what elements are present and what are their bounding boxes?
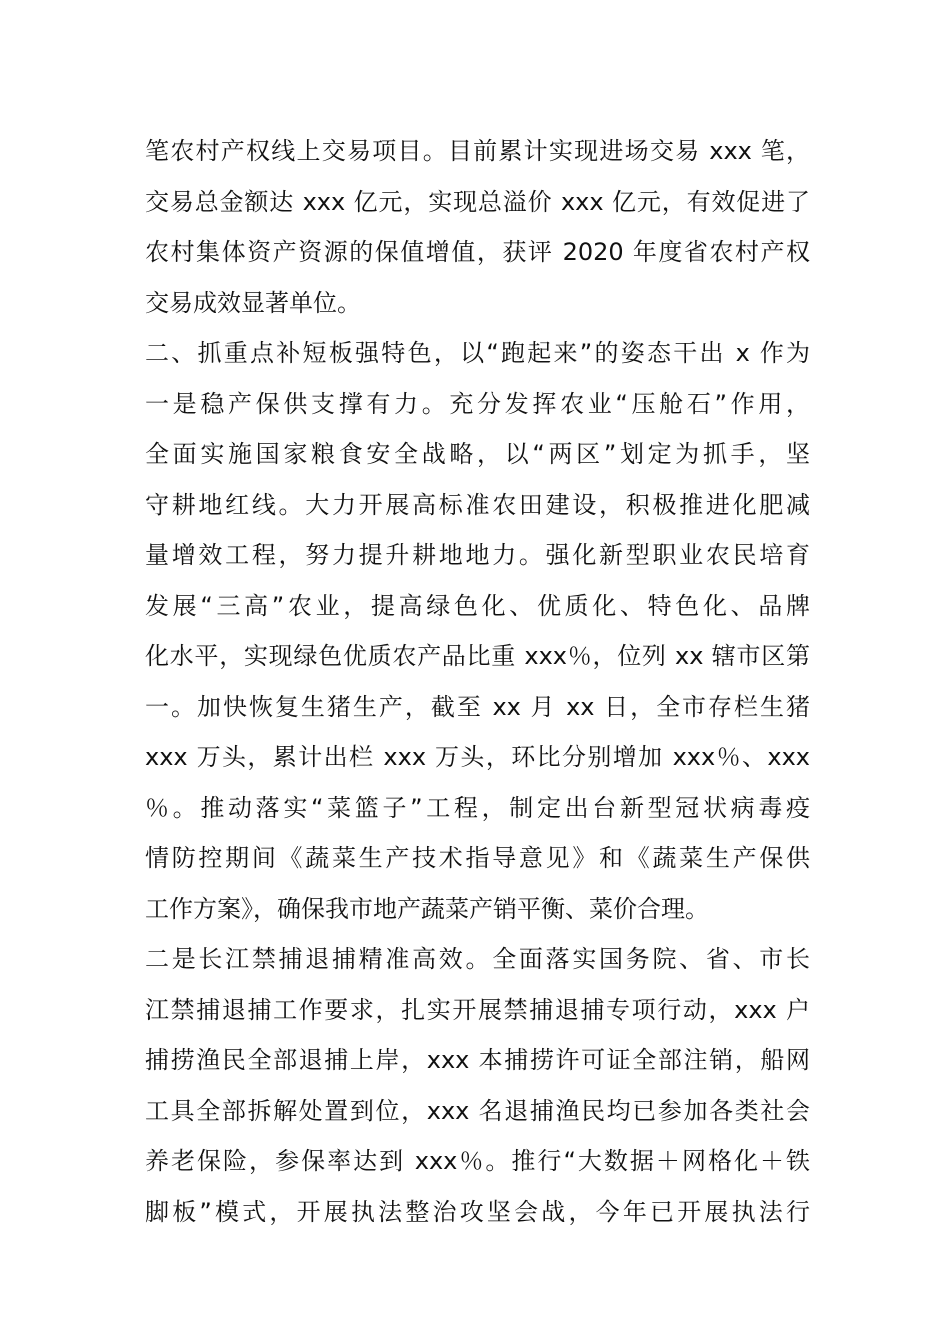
text-line: 养老保险，参保率达到 xxx％。推行“大数据＋网格化＋铁	[145, 1147, 810, 1175]
text-line: 江禁捕退捕工作要求，扎实开展禁捕退捕专项行动，xxx 户	[145, 995, 810, 1024]
text-line: 捕捞渔民全部退捕上岸，xxx 本捕捞许可证全部注销，船网	[145, 1046, 810, 1074]
section-heading	[145, 328, 810, 379]
document-body	[145, 126, 810, 1237]
paragraph-1	[145, 126, 810, 328]
text-line: 化水平，实现绿色优质农产品比重 xxx％，位列 xx 辖市区第	[145, 642, 810, 670]
text-line: 全面实施国家粮食安全战略，以“两区”划定为抓手，坚	[145, 440, 810, 468]
heading-line: 二、抓重点补短板强特色，以“跑起来”的姿态干出 x 作为	[145, 339, 810, 367]
text-line: 情防控期间《蔬菜生产技术指导意见》和《蔬菜生产保供	[145, 844, 810, 872]
text-line: 一。加快恢复生猪生产，截至 xx 月 xx 日，全市存栏生猪	[145, 692, 810, 721]
text-line: 守耕地红线。大力开展高标准农田建设，积极推进化肥减	[145, 490, 810, 519]
text-line: 二是长江禁捕退捕精准高效。全面落实国务院、省、市长	[145, 945, 810, 973]
text-line: ％。推动落实“菜篮子”工程，制定出台新型冠状病毒疫	[145, 793, 810, 822]
text-line: 交易成效显著单位。	[145, 288, 361, 317]
text-line: 工作方案》，确保我市地产蔬菜产销平衡、菜价合理。	[145, 894, 709, 923]
text-line: 农村集体资产资源的保值增值，获评 2020 年度省农村产权	[145, 238, 810, 266]
text-line: 发展“三高”农业，提高绿色化、优质化、特色化、品牌	[145, 591, 810, 620]
text-line: 一是稳产保供支撑有力。充分发挥农业“压舱石”作用，	[145, 389, 810, 418]
text-line: 量增效工程，努力提升耕地地力。强化新型职业农民培育	[145, 541, 810, 569]
paragraph-2	[145, 379, 810, 935]
text-line: xxx 万头，累计出栏 xxx 万头，环比分别增加 xxx％、xxx	[145, 743, 810, 771]
text-line: 交易总金额达 xxx 亿元，实现总溢价 xxx 亿元，有效促进了	[145, 187, 810, 216]
paragraph-3	[145, 934, 810, 1237]
text-line: 脚板”模式，开展执法整治攻坚会战，今年已开展执法行	[145, 1197, 810, 1226]
text-line: 工具全部拆解处置到位，xxx 名退捕渔民均已参加各类社会	[145, 1096, 810, 1125]
text-line: 笔农村产权线上交易项目。目前累计实现进场交易 xxx 笔，	[145, 137, 810, 165]
